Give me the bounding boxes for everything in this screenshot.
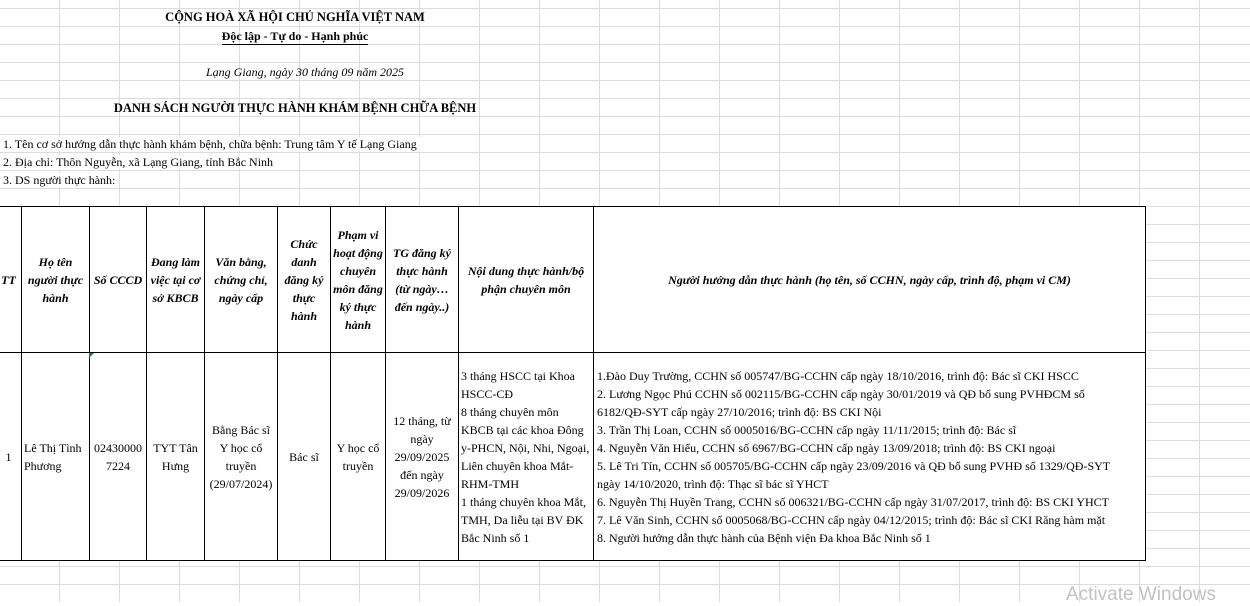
header-mentors[interactable]: Người hướng dẫn thực hành (họ tên, số CCHN, ngày cấp, trình độ, phạm vi CM) — [594, 207, 1146, 353]
activation-watermark: Activate Windows — [1066, 584, 1216, 605]
mentor-line: ngày 14/10/2020, trình độ: Thạc sĩ bác sĩ YHCT — [597, 476, 829, 491]
header-degree[interactable]: Văn bằng, chứng chỉ, ngày cấp — [205, 207, 278, 353]
mentor-line: 6. Nguyễn Thị Huyền Trang, CCHN số 006321/BG-CCHN cấp ngày 31/07/2017, trình độ: BS CKI YHCT — [597, 494, 1110, 509]
motto-text: Độc lập - Tự do - Hạnh phúc — [221, 29, 369, 43]
info-address: 2. Địa chỉ: Thôn Nguyễn, xã Lạng Giang, tỉnh Bắc Ninh — [0, 155, 276, 169]
header-title[interactable]: Chức danh đăng ký thực hành — [278, 207, 331, 353]
mentor-line: 3. Trần Thị Loan, CCHN số 0005016/BG-CCHN cấp ngày 11/11/2015; trình độ: Bác sĩ — [597, 422, 1017, 437]
mentor-line: 8. Người hướng dẫn thực hành của Bệnh viện Đa khoa Bắc Ninh số 1 — [597, 530, 931, 545]
table-header-row — [0, 207, 1146, 353]
practitioner-table — [0, 206, 1146, 561]
place-date: Lạng Giang, ngày 30 tháng 09 năm 2025 — [206, 65, 404, 79]
header-stt[interactable]: TT — [0, 207, 22, 353]
cell-scope[interactable]: Y học cổ truyền — [331, 353, 386, 561]
header-cccd[interactable]: Số CCCD — [90, 207, 147, 353]
mentor-line: 4. Nguyễn Văn Hiếu, CCHN số 6967/BG-CCHN cấp ngày 13/09/2018; trình độ: BS CKI ngoại — [597, 440, 1056, 455]
header-period[interactable]: TG đăng ký thực hành (từ ngày…đến ngày..) — [386, 207, 459, 353]
nation-heading: CỘNG HOÀ XÃ HỘI CHỦ NGHĨA VIỆT NAM — [165, 10, 425, 24]
mentor-line: 6182/QĐ-SYT cấp ngày 27/10/2016; trình độ: BS CKI Nội — [597, 404, 882, 419]
cell-workplace[interactable]: TYT Tân Hưng — [147, 353, 205, 561]
content-line: 8 tháng chuyên môn KBCB tại các khoa Đông y-PHCN, Nội, Nhi, Ngoại, Liên chuyên khoa Mắt-RHM-TMH — [461, 404, 590, 491]
header-scope[interactable]: Phạm vi hoạt động chuyên môn đăng ký thực hành — [331, 207, 386, 353]
cell-content[interactable] — [459, 353, 594, 561]
table-row — [0, 353, 1146, 561]
cell-degree[interactable]: Bằng Bác sĩ Y học cổ truyền (29/07/2024) — [205, 353, 278, 561]
mentor-line: 5. Lê Tri Tín, CCHN số 005705/BG-CCHN cấp ngày 23/09/2016 và QĐ bổ sung PVHĐ số 1329/QĐ-SYT — [597, 458, 1111, 473]
cell-title[interactable]: Bác sĩ — [278, 353, 331, 561]
header-content[interactable]: Nội dung thực hành/bộ phận chuyên môn — [459, 207, 594, 353]
content-line: 3 tháng HSCC tại Khoa HSCC-CĐ — [461, 368, 575, 401]
info-list-label: 3. DS người thực hành: — [0, 173, 118, 187]
content-line: 1 tháng chuyên khoa Mắt, TMH, Da liễu tại BV ĐK Bắc Ninh số 1 — [461, 494, 586, 545]
header-workplace[interactable]: Đang làm việc tại cơ sở KBCB — [147, 207, 205, 353]
mentor-line: 7. Lê Văn Sinh, CCHN số 0005068/BG-CCHN cấp ngày 04/12/2015; trình độ: Bác sĩ CKI Răng hàm mặt — [597, 512, 1106, 527]
cell-comment-marker — [89, 353, 94, 358]
cell-name[interactable]: Lê Thị Tình Phương — [22, 353, 90, 561]
cell-stt[interactable]: 1 — [0, 353, 22, 561]
motto-heading — [200, 29, 390, 43]
info-facility: 1. Tên cơ sở hướng dẫn thực hành khám bệnh, chữa bệnh: Trung tâm Y tế Lạng Giang — [0, 137, 420, 151]
header-name[interactable]: Họ tên người thực hành — [22, 207, 90, 353]
cell-cccd[interactable]: 024300007224 — [90, 353, 147, 561]
cell-period[interactable]: 12 tháng, từ ngày 29/09/2025 đến ngày 29/09/2026 — [386, 353, 459, 561]
mentor-line: 1.Đào Duy Trường, CCHN số 005747/BG-CCHN cấp ngày 18/10/2016, trình độ: Bác sĩ CKI HSCC — [597, 368, 1079, 383]
cell-mentors[interactable] — [594, 353, 1146, 561]
document-title: DANH SÁCH NGƯỜI THỰC HÀNH KHÁM BỆNH CHỮA BỆNH — [113, 101, 477, 115]
mentor-line: 2. Lương Ngọc Phú CCHN số 002115/BG-CCHN cấp ngày 30/01/2019 và QĐ bổ sung PVHĐCM số — [597, 386, 1085, 401]
